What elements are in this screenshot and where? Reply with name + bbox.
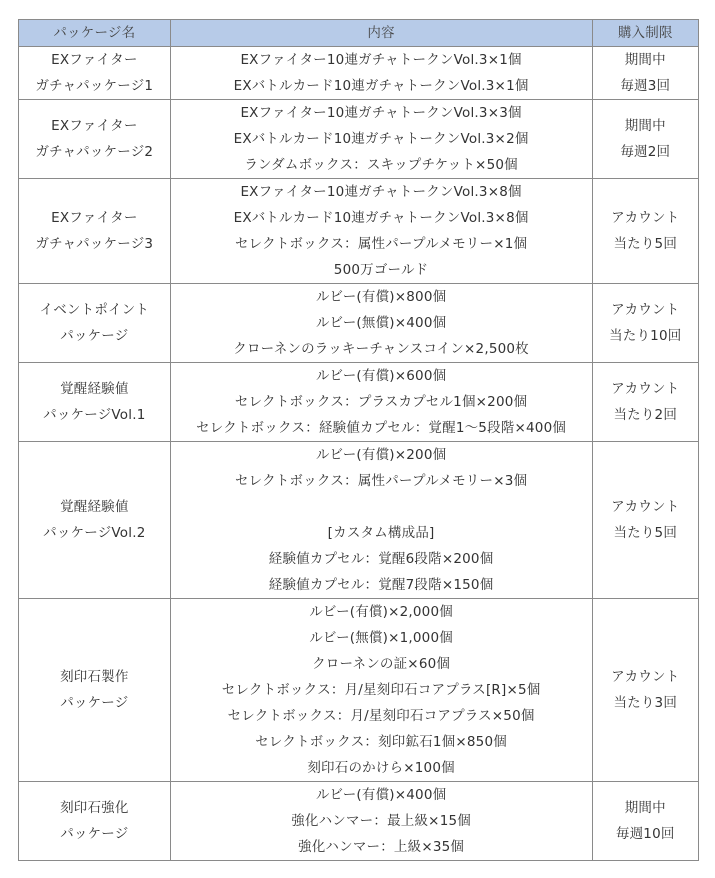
- purchase-limit-line: 期間中: [624, 52, 666, 68]
- purchase-limit-cell: [592, 599, 698, 782]
- package-name-cell: [19, 363, 171, 442]
- content-line: ルビー(無償)×1,000個: [309, 630, 453, 646]
- content-line: ルビー(有償)×600個: [315, 368, 447, 384]
- package-name-line: EXファイター: [51, 118, 138, 134]
- package-name-line: パッケージ: [60, 328, 129, 344]
- content-line: セレクトボックス：刻印鉱石1個×850個: [255, 734, 507, 750]
- package-name-line: パッケージVol.2: [43, 525, 146, 541]
- table-row: [19, 284, 699, 363]
- package-name-line: ガチャパッケージ3: [35, 236, 154, 252]
- content-line: ルビー(無償)×400個: [315, 315, 447, 331]
- purchase-limit-line: アカウント: [611, 669, 680, 685]
- content-line: ルビー(有償)×400個: [315, 787, 447, 803]
- table-row: [19, 47, 699, 100]
- package-name-line: 覚醒経験値: [60, 499, 129, 515]
- content-line: ランダムボックス：スキップチケット×50個: [244, 157, 518, 173]
- content-cell: [170, 599, 592, 782]
- purchase-limit-line: 毎週3回: [620, 78, 671, 94]
- content-line: EXファイター10連ガチャトークンVol.3×3個: [240, 105, 522, 121]
- content-line: EXファイター10連ガチャトークンVol.3×8個: [240, 184, 522, 200]
- package-name-line: ガチャパッケージ1: [35, 78, 154, 94]
- purchase-limit-line: 期間中: [624, 118, 666, 134]
- purchase-limit-cell: [592, 782, 698, 861]
- content-line: 経験値カプセル：覚醒7段階×150個: [268, 577, 494, 593]
- content-line: セレクトボックス：プラスカプセル1個×200個: [234, 394, 528, 410]
- package-name-line: EXファイター: [51, 210, 138, 226]
- package-name-cell: [19, 782, 171, 861]
- content-line: ルビー(有償)×800個: [315, 289, 447, 305]
- purchase-limit-line: アカウント: [611, 210, 680, 226]
- package-name-line: ガチャパッケージ2: [35, 144, 154, 160]
- content-line: ルビー(有償)×200個: [315, 447, 447, 463]
- content-cell: [170, 442, 592, 599]
- content-line: セレクトボックス：月/星刻印石コアプラス[R]×5個: [221, 682, 541, 698]
- package-name-line: 刻印石強化: [60, 800, 129, 816]
- content-line: ルビー(有償)×2,000個: [309, 604, 453, 620]
- package-name-line: EXファイター: [51, 52, 138, 68]
- content-line: 強化ハンマー：上級×35個: [298, 839, 465, 855]
- content-line: [カスタム構成品]: [327, 525, 435, 541]
- package-name-cell: [19, 47, 171, 100]
- content-line: 500万ゴールド: [333, 262, 429, 278]
- content-line: 刻印石のかけら×100個: [307, 760, 455, 776]
- content-line: EXファイター10連ガチャトークンVol.3×1個: [240, 52, 522, 68]
- table-row: [19, 442, 699, 599]
- purchase-limit-cell: [592, 284, 698, 363]
- purchase-limit-line: アカウント: [611, 499, 680, 515]
- package-name-line: パッケージVol.1: [43, 407, 146, 423]
- package-name-line: イベントポイント: [39, 302, 150, 318]
- purchase-limit-cell: [592, 363, 698, 442]
- purchase-limit-line: 期間中: [624, 800, 666, 816]
- purchase-limit-cell: [592, 179, 698, 284]
- content-line: EXバトルカード10連ガチャトークンVol.3×1個: [233, 78, 529, 94]
- package-table: [18, 19, 699, 861]
- package-name-line: パッケージ: [60, 826, 129, 842]
- content-line: 強化ハンマー：最上級×15個: [291, 813, 471, 829]
- package-name-cell: [19, 599, 171, 782]
- table-row: [19, 782, 699, 861]
- content-cell: [170, 782, 592, 861]
- purchase-limit-line: アカウント: [611, 302, 680, 318]
- table-row: [19, 179, 699, 284]
- content-line: セレクトボックス：月/星刻印石コアプラス×50個: [227, 708, 535, 724]
- package-name-cell: [19, 179, 171, 284]
- purchase-limit-line: アカウント: [611, 381, 680, 397]
- purchase-limit-line: 当たり10回: [609, 328, 682, 344]
- table-row: [19, 599, 699, 782]
- purchase-limit-cell: [592, 100, 698, 179]
- content-line: セレクトボックス：属性パープルメモリー×3個: [234, 473, 528, 489]
- header-package-name: パッケージ名: [19, 20, 171, 47]
- table-body: [19, 47, 699, 861]
- content-cell: [170, 179, 592, 284]
- purchase-limit-line: 当たり5回: [613, 236, 678, 252]
- purchase-limit-cell: [592, 47, 698, 100]
- content-line: クローネンの証×60個: [312, 656, 451, 672]
- purchase-limit-line: 当たり5回: [613, 525, 678, 541]
- table-header-row: [19, 20, 699, 47]
- content-line: セレクトボックス：属性パープルメモリー×1個: [234, 236, 528, 252]
- package-name-cell: [19, 100, 171, 179]
- package-name-cell: [19, 442, 171, 599]
- content-line: EXバトルカード10連ガチャトークンVol.3×8個: [233, 210, 529, 226]
- content-line: セレクトボックス：経験値カプセル：覚醒1～5段階×400個: [196, 420, 567, 436]
- content-cell: [170, 363, 592, 442]
- content-line: クローネンのラッキーチャンスコイン×2,500枚: [233, 341, 529, 357]
- purchase-limit-line: 毎週2回: [620, 144, 671, 160]
- package-name-cell: [19, 284, 171, 363]
- content-cell: [170, 100, 592, 179]
- purchase-limit-cell: [592, 442, 698, 599]
- package-name-line: パッケージ: [60, 695, 129, 711]
- content-line: 経験値カプセル：覚醒6段階×200個: [268, 551, 494, 567]
- content-cell: [170, 47, 592, 100]
- package-name-line: 刻印石製作: [60, 669, 129, 685]
- content-cell: [170, 284, 592, 363]
- header-purchase-limit: 購入制限: [592, 20, 698, 47]
- package-name-line: 覚醒経験値: [60, 381, 129, 397]
- table-row: [19, 100, 699, 179]
- header-content: 内容: [170, 20, 592, 47]
- purchase-limit-line: 当たり3回: [613, 695, 678, 711]
- purchase-limit-line: 毎週10回: [615, 826, 675, 842]
- content-line: [175, 494, 588, 520]
- table-row: [19, 363, 699, 442]
- purchase-limit-line: 当たり2回: [613, 407, 678, 423]
- content-line: EXバトルカード10連ガチャトークンVol.3×2個: [233, 131, 529, 147]
